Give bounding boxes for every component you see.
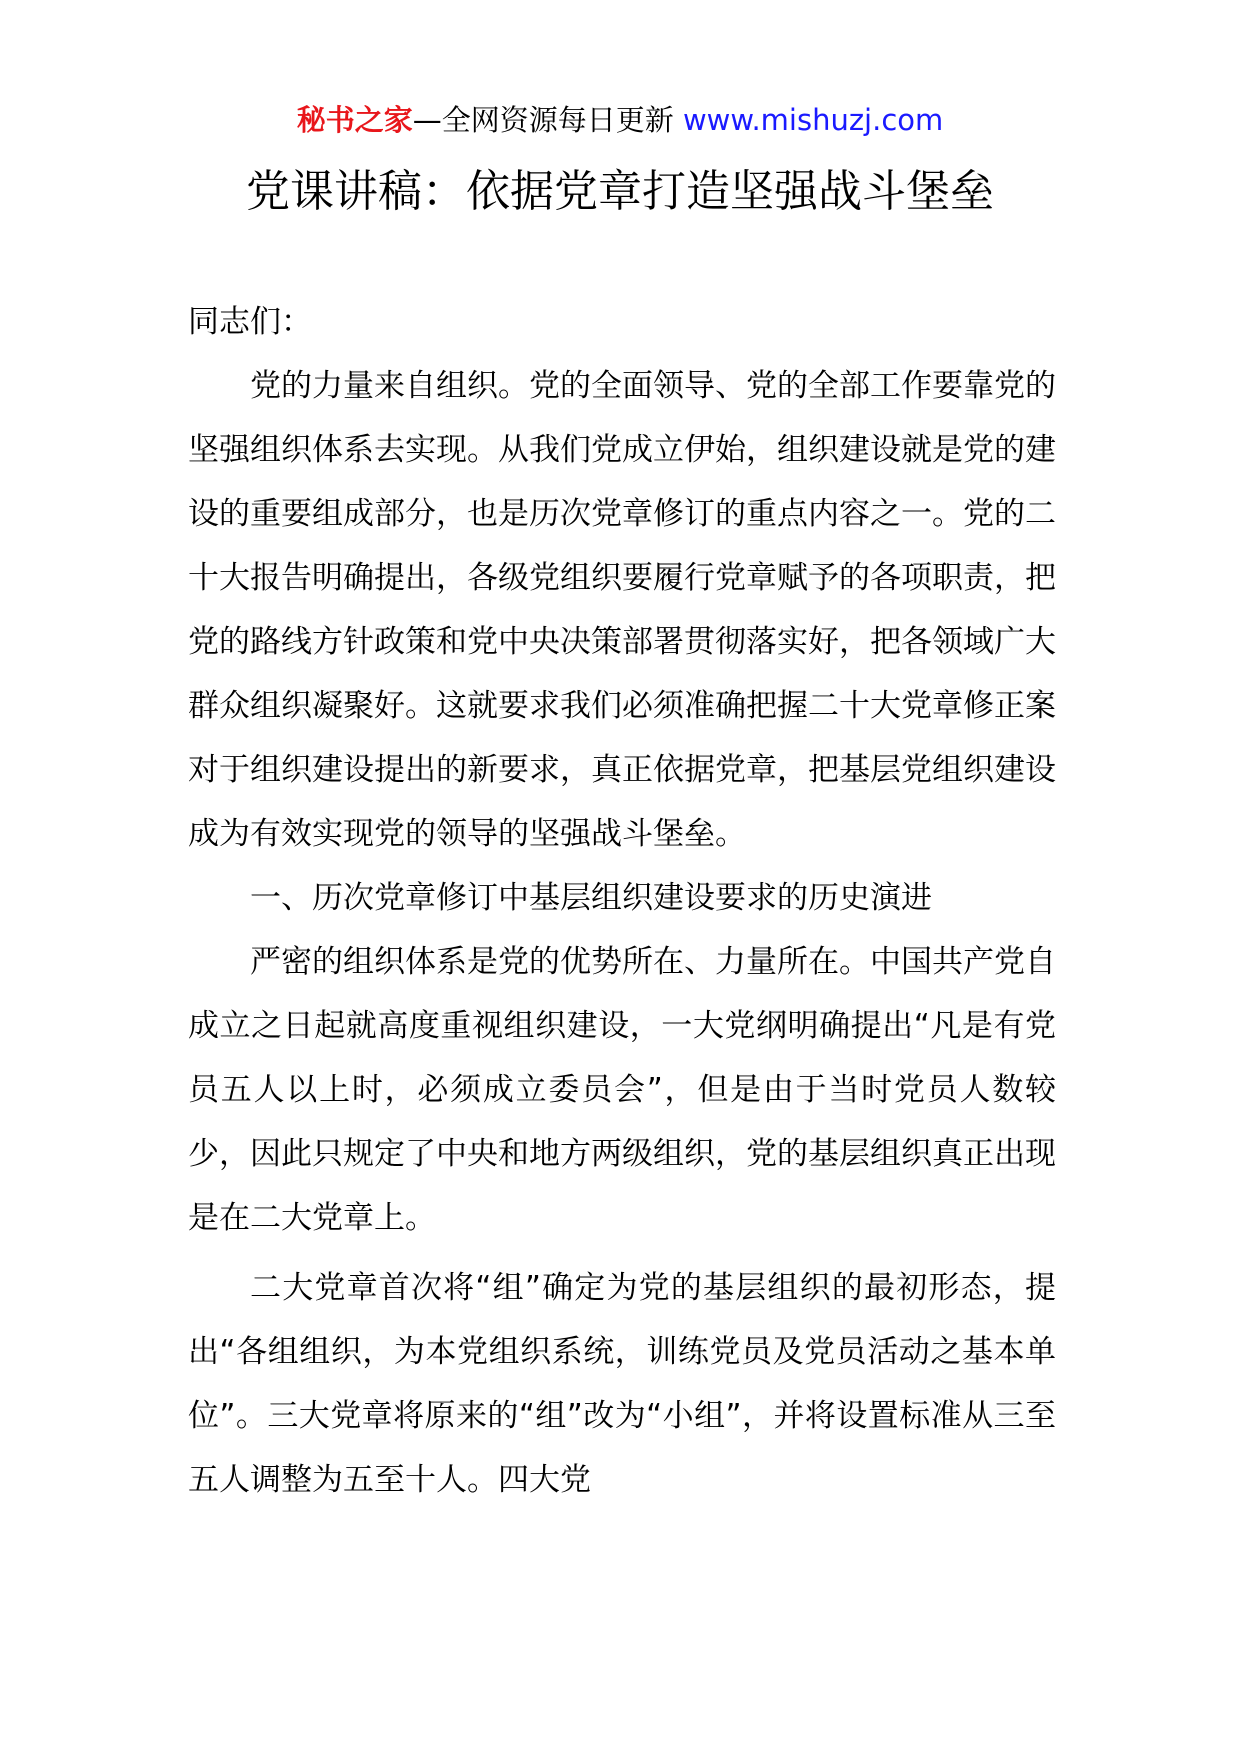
site-url-link[interactable]: www.mishuzj.com (682, 103, 944, 137)
section-heading: 一、历次党章修订中基层组织建设要求的历史演进 (250, 880, 932, 916)
body-paragraph: 党的力量来自组织。党的全面领导、党的全部工作要靠党的坚强组织体系去实现。从我们党成立伊始，组织建设就是党的建设的重要组成部分，也是历次党章修订的重点内容之一。党的二十大报告明确提出，各级党组织要履行党章赋予的各项职责，把党的路线方针政策和党中央决策部署贯彻落实好，把各领域广大群众组织凝聚好。这就要求我们必须准确把握二十大党章修正案对于组织建设提出的新要求，真正依据党章，把基层党组织建设成为有效实现党的领导的坚强战斗堡垒。 (188, 368, 1056, 852)
body-paragraph: 严密的组织体系是党的优势所在、力量所在。中国共产党自成立之日起就高度重视组织建设，一大党纲明确提出“凡是有党员五人以上时，必须成立委员会”，但是由于当时党员人数较少，因此只规定了中央和地方两级组织，党的基层组织真正出现是在二大党章上。 (188, 944, 1056, 1236)
document-body (188, 290, 1056, 1512)
site-banner (0, 100, 1240, 140)
greeting: 同志们： (188, 304, 312, 340)
site-brand: 秘书之家 (296, 103, 413, 137)
document-title: 党课讲稿：依据党章打造坚强战斗堡垒 (246, 166, 994, 217)
site-tagline: —全网资源每日更新 (412, 103, 674, 137)
body-paragraph: 二大党章首次将“组”确定为党的基层组织的最初形态，提出“各组组织，为本党组织系统，训练党员及党员活动之基本单位”。三大党章将原来的“组”改为“小组”，并将设置标准从三至五人调整为五至十人。四大党 (188, 1270, 1056, 1498)
